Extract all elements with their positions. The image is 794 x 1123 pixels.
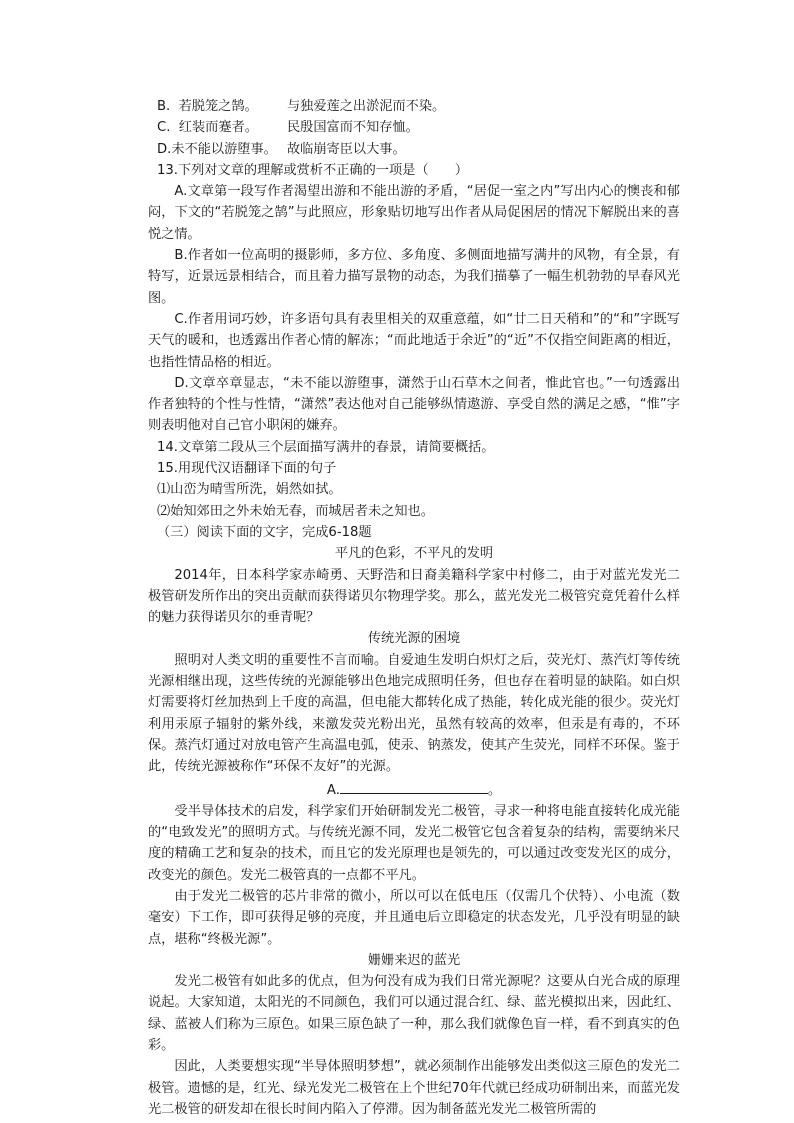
- question-15-sentence-2: ⑵始知郊田之外未始无春，而城居者未之知也。: [157, 503, 434, 519]
- fill-blank-a: [148, 778, 680, 801]
- question-13-option-b: B.作者如一位高明的摄影师，多方位、多角度、多侧面地描写满井的风物，有全景，有特写，近景远景相结合，而且着力描写景物的动态，为我们描摹了一幅生机勃勃的早春风光图。: [148, 248, 680, 306]
- option-c-right: 民殷国富而不知存恤。: [287, 120, 419, 136]
- question-13-option-c: C.作者用词巧妙，许多语句具有表里相关的双重意蕴，如“廿二日天稍和”的“和”字既写天气的暖和，也透露出作者心情的解冻；“而此地适于余近”的“近”不仅指空间距离的相近，也指性情品格的相近。: [148, 311, 680, 370]
- option-d-left: D.未不能以游堕事。: [157, 141, 277, 157]
- article-title: 平凡的色彩，不平凡的发明: [334, 546, 494, 562]
- article-paragraph-4: 由于发光二极管的芯片非常的微小，所以可以在低电压（仅需几个伏特）、小电流（数毫安）下工作，即可获得足够的亮度，并且通电后立即稳定的状态发光，几乎没有明显的缺点，堪称“终极光源”。: [148, 888, 680, 947]
- fill-blank-end: 。: [487, 782, 502, 798]
- option-b-row: [148, 96, 680, 117]
- option-b-right: 与独爱莲之出淤泥而不染。: [287, 99, 446, 114]
- section-3-heading: （三）阅读下面的文字，完成6-18题: [157, 524, 372, 540]
- fill-blank-label: A.: [326, 782, 340, 798]
- question-15-sentence-1: ⑴山峦为晴雪所洗，娟然如拭。: [157, 482, 342, 498]
- option-d-row: [148, 139, 680, 160]
- fill-blank-line[interactable]: [340, 778, 488, 794]
- option-b-left: B. 若脱笼之鹄。: [157, 99, 258, 114]
- question-15: 15.用现代汉语翻译下面的句子: [157, 461, 337, 477]
- question-13-option-d: D.文章卒章显志，“未不能以游堕事，潇然于山石草木之间者，惟此官也。”一句透露出作者独特的个性与性情，“潇然”表达他对自己能够纵情遨游、享受自然的满足之感，“惟”字则表明他对自己官小职闲的嫌弃。: [148, 375, 680, 434]
- subheading-traditional-light: 传统光源的困境: [367, 631, 461, 647]
- article-paragraph-2: 照明对人类文明的重要性不言而喻。自爱迪生发明白炽灯之后，荧光灯、蒸汽灯等传统光源相继出现，这些传统的光源能够出色地完成照明任务，但也存在着明显的缺陷。如白炽灯需要将灯丝加热到上千度的高温，但电能大都转化成了热能，转化成光能的很少。荧光灯利用汞原子辐射的紫外线，来激发荧光粉出光，虽然有较高的效率，但汞是有毒的，不环保。蒸汽灯通过对放电管产生高温电弧，使汞、钠蒸发，使其产生荧光，同样不环保。鉴于此，传统光源被称作“环保不友好”的光源。: [148, 652, 680, 775]
- question-14: 14.文章第二段从三个层面描写满井的春景，请简要概括。: [157, 439, 495, 455]
- article-paragraph-1: 2014年，日本科学家赤崎勇、天野浩和日裔美籍科学家中村修二，由于对蓝光发光二极管研发所作出的突出贡献而获得诺贝尔物理学奖。那么，蓝光发光二极管究竟凭着什么样的魅力获得诺贝尔的垂青呢？: [148, 567, 680, 626]
- article-paragraph-3: 受半导体技术的启发，科学家们开始研制发光二极管，寻求一种将电能直接转化成光能的“电致发光”的照明方式。与传统光源不同，发光二极管它包含着复杂的结构，需要纳米尺度的精确工艺和复杂的技术，而且它的发光原理也是领先的，可以通过改变发光区的成分，改变光的颜色。发光二极管真的一点都不平凡。: [148, 803, 680, 883]
- question-13: 13.下列对文章的理解或赏析不正确的一项是（ ）: [157, 162, 469, 178]
- article-paragraph-6: 因此，人类要想实现“半导体照明梦想”，就必须制作出能够发出类似这三原色的发光二极管。遗憾的是，红光、绿光发光二极管在上个世纪70年代就已经成功研制出来，而蓝光发光二极管的研发却在很长时间内陷入了停滞。因为制备蓝光发光二极管所需的: [148, 1059, 680, 1117]
- option-d-right: 故临崩寄臣以大事。: [287, 141, 406, 157]
- subheading-late-blue-light: 姗姗来迟的蓝光: [367, 952, 461, 968]
- article-paragraph-5: 发光二极管有如此多的优点，但为何没有成为我们日常光源呢？这要从白光合成的原理说起。大家知道，太阳光的不同颜色，我们可以通过混合红、绿、蓝光模拟出来，因此红、绿、蓝被人们称为三原色。如果三原色缺了一种，那么我们就像色盲一样，看不到真实的色彩。: [148, 974, 680, 1054]
- option-c-left: C. 红装而蹇者。: [157, 120, 258, 136]
- question-13-option-a: A.文章第一段写作者渴望出游和不能出游的矛盾，“居促一室之内”写出内心的懊丧和郁闷，下文的“若脱笼之鹄”与此照应，形象贴切地写出作者从局促困居的情况下解脱出来的喜悦之情。: [148, 184, 680, 242]
- document-page: [148, 96, 680, 1120]
- option-c-row: [148, 117, 680, 138]
